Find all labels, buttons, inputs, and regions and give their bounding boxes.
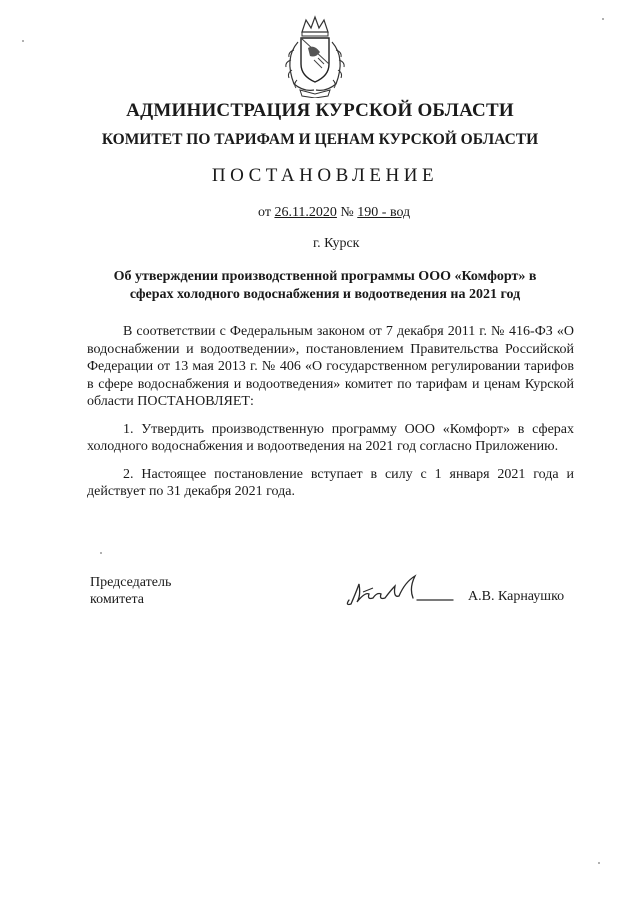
document-subject: Об утверждении производственной программы ООО «Комфорт» в сферах холодного водоснабжения и водоотведения на 2021 год	[113, 269, 537, 302]
document-date: 26.11.2020	[274, 205, 337, 220]
scan-speck	[22, 40, 24, 42]
body-paragraph-item-2: 2. Настоящее постановление вступает в силу с 1 января 2021 года и действует по 31 декабря 2021 года.	[87, 466, 574, 499]
date-number-line	[258, 205, 410, 221]
handwritten-signature	[343, 570, 458, 612]
date-prefix: от	[258, 205, 271, 220]
document-number: 190 - вод	[357, 205, 411, 220]
org-name-heading: АДМИНИСТРАЦИЯ КУРСКОЙ ОБЛАСТИ	[126, 100, 514, 121]
body-paragraph-preamble: В соответствии с Федеральным законом от 7 декабря 2011 г. № 416-ФЗ «О водоснабжении и водоотведении», постановлением Правительства Российской Федерации от 13 мая 2013 г. № 406 «О государственном регулировании тарифов в сфере водоснабжения и водоотведения» комитет по тарифам и ценам Курской области ПОСТАНОВЛЯЕТ:	[87, 324, 574, 409]
signatory-name: А.В. Карнаушко	[468, 589, 565, 604]
signatory-role-line-2: комитета	[90, 592, 145, 607]
body-paragraph-item-1: 1. Утвердить производственную программу ООО «Комфорт» в сферах холодного водоснабжения и водоотведения на 2021 год согласно Приложению.	[87, 421, 574, 454]
signatory-role	[90, 574, 171, 608]
signatory-role-line-1: Председатель	[90, 575, 172, 590]
city-label: г. Курск	[313, 236, 360, 251]
committee-name-heading: КОМИТЕТ ПО ТАРИФАМ И ЦЕНАМ КУРСКОЙ ОБЛАСТИ	[101, 131, 539, 148]
scan-speck	[598, 862, 600, 864]
document-body	[87, 323, 574, 501]
coat-of-arms-emblem	[270, 12, 360, 98]
scan-speck	[602, 18, 604, 20]
scan-speck	[100, 552, 102, 554]
number-sign: №	[340, 205, 354, 220]
document-type-heading: ПОСТАНОВЛЕНИЕ	[211, 165, 439, 186]
